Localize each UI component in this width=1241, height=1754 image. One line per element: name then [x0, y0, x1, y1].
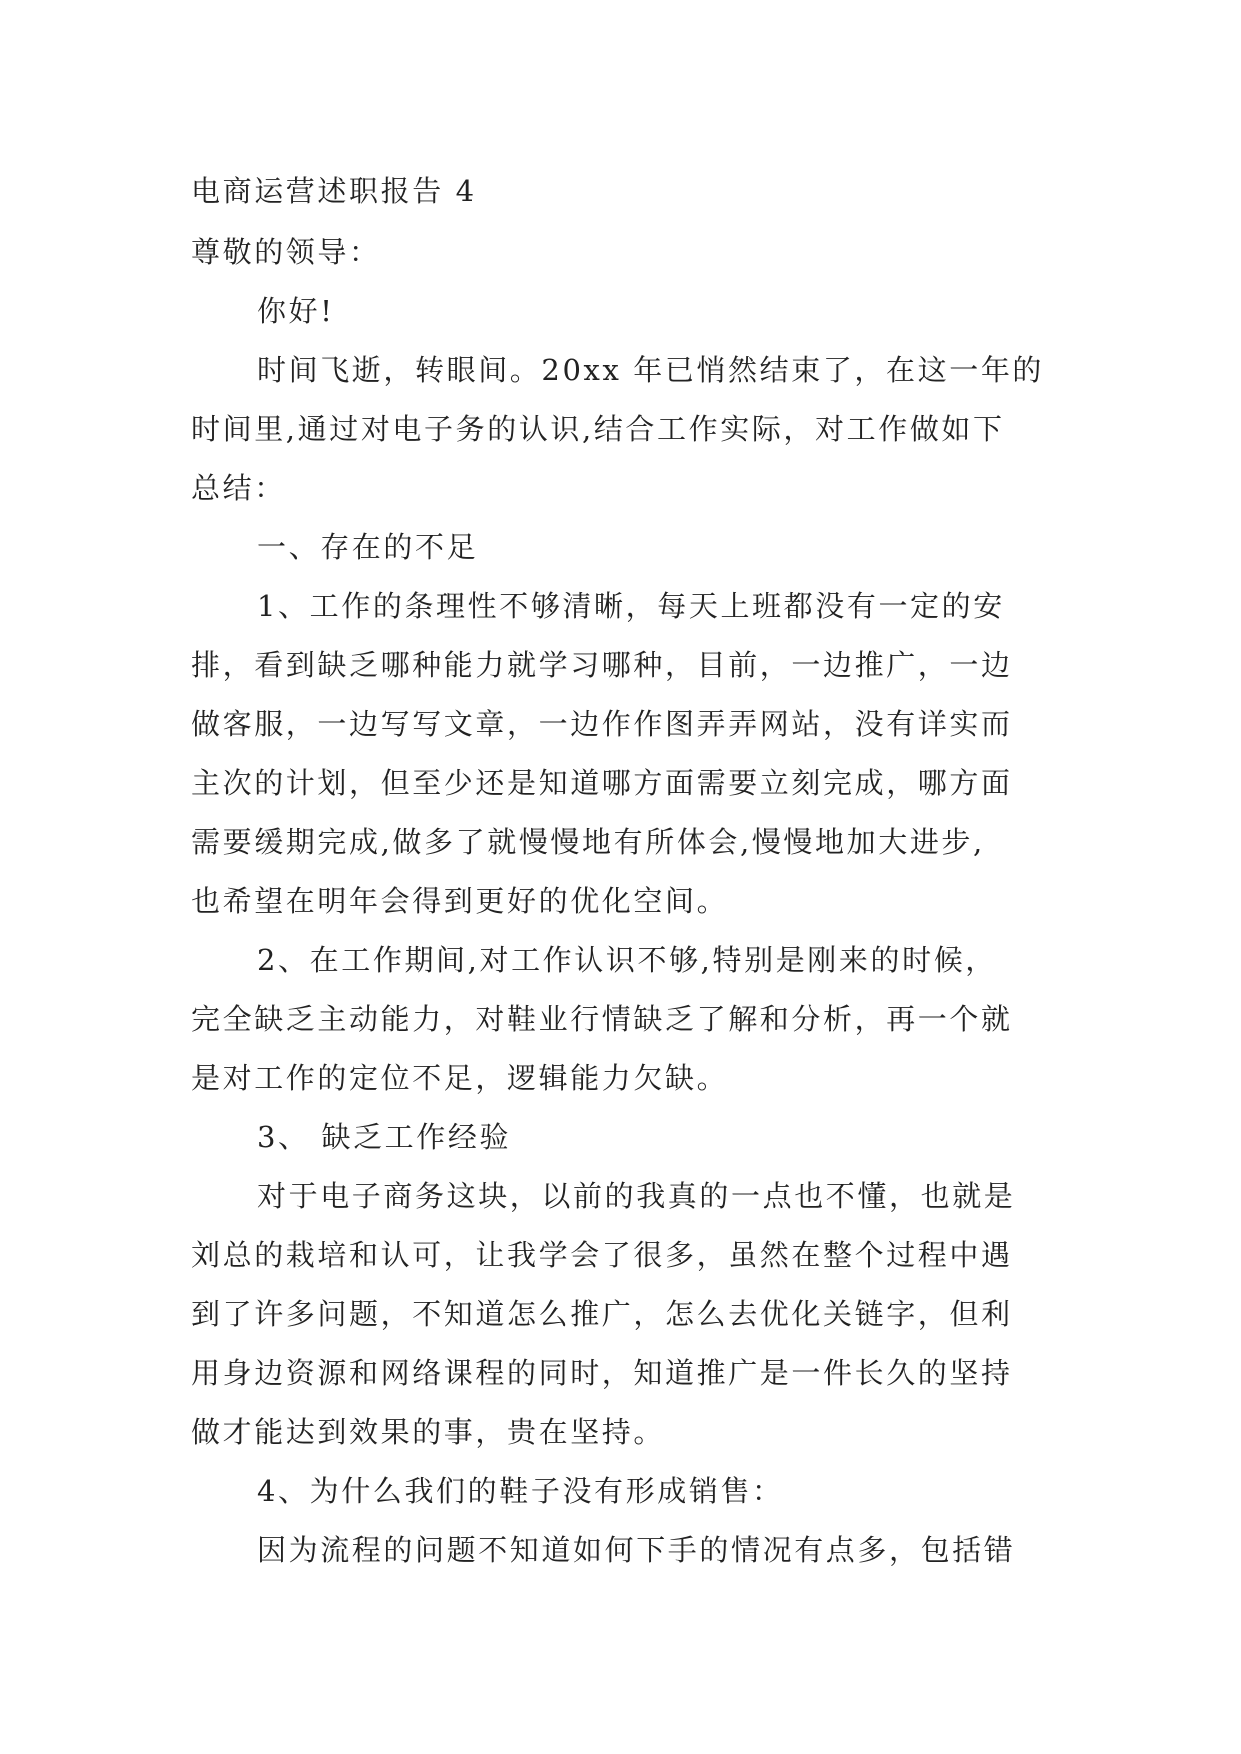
paragraph-item-2	[191, 931, 1051, 1108]
paragraph-line: 时间飞逝，转眼间。20xx 年已悄然结束了，在这一年的	[257, 353, 1045, 387]
section-heading	[191, 518, 1051, 577]
item-heading-text: 3、 缺乏工作经验	[257, 1120, 512, 1154]
document-body	[191, 162, 1051, 1580]
paragraph-line: 完全缺乏主动能力，对鞋业行情缺乏了解和分析，再一个就	[191, 1002, 1013, 1036]
paragraph-line: 用身边资源和网络课程的同时，知道推广是一件长久的坚持	[191, 1356, 1013, 1390]
item-heading-text: 4、为什么我们的鞋子没有形成销售：	[257, 1474, 784, 1508]
paragraph-item-1	[191, 577, 1051, 931]
paragraph-line: 是对工作的定位不足，逻辑能力欠缺。	[191, 1061, 729, 1095]
item-4-heading	[191, 1462, 1051, 1521]
paragraph-line: 也希望在明年会得到更好的优化空间。	[191, 884, 729, 918]
item-3-heading	[191, 1108, 1051, 1167]
paragraph-intro	[191, 341, 1051, 518]
greeting: 你好!	[257, 294, 335, 328]
document-title: 电商运营述职报告 4	[191, 174, 477, 208]
paragraph-line: 时间里,通过对电子务的认识,结合工作实际，对工作做如下	[191, 412, 1005, 446]
paragraph-line: 总结：	[191, 471, 286, 505]
paragraph-line: 主次的计划，但至少还是知道哪方面需要立刻完成，哪方面	[191, 766, 1013, 800]
paragraph-line: 刘总的栽培和认可，让我学会了很多，虽然在整个过程中遇	[191, 1238, 1013, 1272]
paragraph-line: 做客服，一边写写文章，一边作作图弄弄网站，没有详实而	[191, 707, 1013, 741]
paragraph-line: 做才能达到效果的事，贵在坚持。	[191, 1415, 666, 1449]
paragraph-item-3-body	[191, 1167, 1051, 1462]
paragraph-line: 排，看到缺乏哪种能力就学习哪种，目前，一边推广，一边	[191, 648, 1013, 682]
paragraph-line: 2、在工作期间,对工作认识不够,特别是刚来的时候，	[257, 943, 997, 977]
paragraph-item-4-body	[191, 1521, 1051, 1580]
section-heading-text: 一、存在的不足	[257, 530, 479, 564]
paragraph-line: 1、工作的条理性不够清晰，每天上班都没有一定的安	[257, 589, 1005, 623]
paragraph-line: 到了许多问题，不知道怎么推广，怎么去优化关链字，但利	[191, 1297, 1013, 1331]
paragraph-line: 需要缓期完成,做多了就慢慢地有所体会,慢慢地加大进步,	[191, 825, 985, 859]
paragraph-line: 对于电子商务这块，以前的我真的一点也不懂，也就是	[257, 1179, 1016, 1213]
salutation: 尊敬的领导：	[191, 235, 381, 269]
paragraph-line: 因为流程的问题不知道如何下手的情况有点多，包括错	[257, 1533, 1016, 1567]
